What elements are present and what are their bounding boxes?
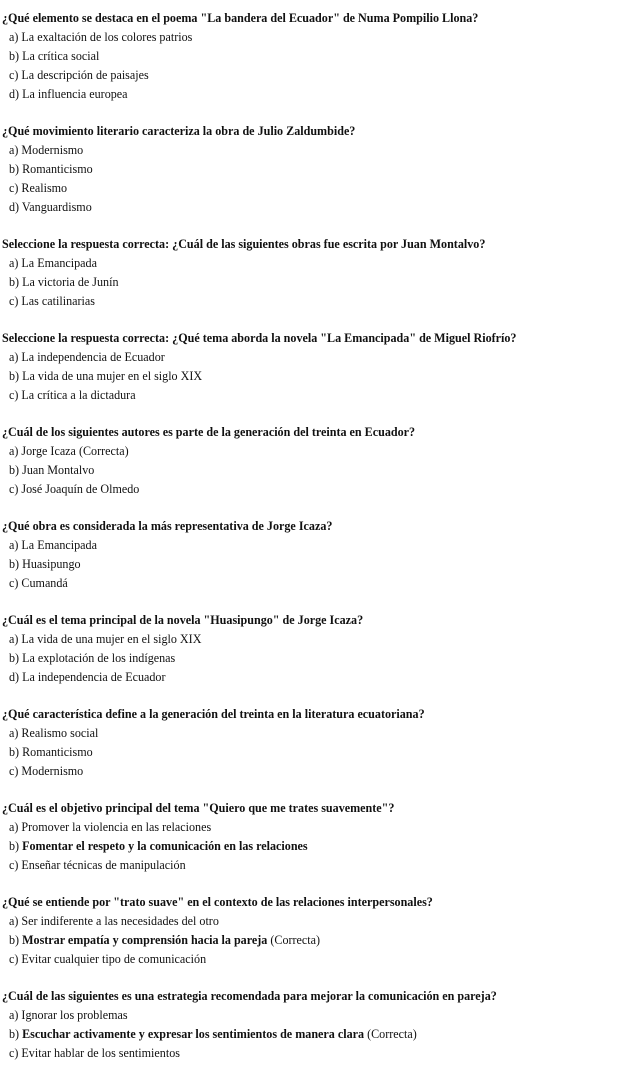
- answer-option: [2, 762, 624, 781]
- option-text: La vida de una mujer en el siglo XIX: [22, 369, 203, 383]
- answer-option: [2, 931, 624, 950]
- option-text: Romanticismo: [22, 745, 93, 759]
- answer-option: [2, 198, 624, 217]
- answer-option: [2, 555, 624, 574]
- answer-option: [2, 480, 624, 499]
- option-text: Fomentar el respeto y la comunicación en las relaciones: [22, 839, 308, 853]
- answer-option: [2, 649, 624, 668]
- option-letter: b): [9, 463, 23, 477]
- option-text: La victoria de Junín: [22, 275, 119, 289]
- answer-option: [2, 367, 624, 386]
- question-block: [2, 122, 624, 217]
- question-text: ¿Qué obra es considerada la más representativa de Jorge Icaza?: [2, 519, 333, 533]
- question-text: ¿Cuál es el objetivo principal del tema "Quiero que me trates suavemente"?: [2, 801, 395, 815]
- option-letter: b): [9, 745, 23, 759]
- answer-option: [2, 724, 624, 743]
- option-letter: b): [9, 933, 23, 947]
- option-text: La exaltación de los colores patrios: [21, 30, 193, 44]
- answer-option: [2, 912, 624, 931]
- option-letter: c): [9, 68, 22, 82]
- option-text: La Emancipada: [21, 538, 97, 552]
- option-text: Cumandá: [21, 576, 68, 590]
- option-letter: c): [9, 1046, 22, 1060]
- option-text: Romanticismo: [22, 162, 93, 176]
- option-letter: c): [9, 576, 22, 590]
- option-text: La independencia de Ecuador: [21, 350, 165, 364]
- question-text: Seleccione la respuesta correcta: ¿Cuál de las siguientes obras fue escrita por Juan Montalvo?: [2, 237, 486, 251]
- option-text: Ser indiferente a las necesidades del otro: [21, 914, 219, 928]
- option-letter: a): [9, 538, 22, 552]
- option-letter: c): [9, 952, 22, 966]
- question-text: ¿Qué movimiento literario caracteriza la obra de Julio Zaldumbide?: [2, 124, 356, 138]
- option-text: La Emancipada: [21, 256, 97, 270]
- answer-option: [2, 536, 624, 555]
- answer-option: [2, 950, 624, 969]
- answer-option: [2, 668, 624, 687]
- option-letter: a): [9, 914, 22, 928]
- option-letter: a): [9, 30, 22, 44]
- option-text: Juan Montalvo: [22, 463, 95, 477]
- answer-option: [2, 179, 624, 198]
- option-letter: a): [9, 143, 22, 157]
- option-text: Modernismo: [21, 764, 84, 778]
- option-text: La vida de una mujer en el siglo XIX: [21, 632, 202, 646]
- question-text: ¿Cuál de los siguientes autores es parte de la generación del treinta en Ecuador?: [2, 425, 416, 439]
- answer-option: [2, 160, 624, 179]
- option-letter: b): [9, 557, 23, 571]
- option-text: Evitar hablar de los sentimientos: [21, 1046, 180, 1060]
- question-block: [2, 235, 624, 311]
- option-letter: d): [9, 670, 23, 684]
- answer-option: [2, 1044, 624, 1063]
- option-letter: a): [9, 256, 22, 270]
- answer-option: [2, 743, 624, 762]
- answer-option: [2, 141, 624, 160]
- option-letter: d): [9, 200, 22, 214]
- answer-option: [2, 85, 624, 104]
- question-text: Seleccione la respuesta correcta: ¿Qué tema aborda la novela "La Emancipada" de Miguel Riofrío?: [2, 331, 517, 345]
- option-letter: a): [9, 350, 22, 364]
- answer-option: [2, 461, 624, 480]
- question-block: [2, 799, 624, 875]
- option-letter: a): [9, 726, 22, 740]
- option-text: Las catilinarias: [21, 294, 95, 308]
- option-text: Vanguardismo: [21, 200, 92, 214]
- answer-option: [2, 47, 624, 66]
- answer-option: [2, 66, 624, 85]
- option-letter: a): [9, 820, 22, 834]
- option-letter: a): [9, 1008, 22, 1022]
- option-letter: b): [9, 49, 23, 63]
- option-letter: b): [9, 1027, 23, 1041]
- option-text: Enseñar técnicas de manipulación: [21, 858, 186, 872]
- question-text: ¿Qué elemento se destaca en el poema "La bandera del Ecuador" de Numa Pompilio Llona?: [2, 11, 479, 25]
- option-text: Evitar cualquier tipo de comunicación: [21, 952, 207, 966]
- option-letter: c): [9, 482, 22, 496]
- question-block: [2, 893, 624, 969]
- answer-option: [2, 818, 624, 837]
- option-text: Modernismo: [21, 143, 84, 157]
- answer-option: [2, 1025, 624, 1044]
- option-letter: d): [9, 87, 23, 101]
- question-block: [2, 987, 624, 1063]
- option-text: La crítica a la dictadura: [21, 388, 136, 402]
- option-letter: a): [9, 632, 22, 646]
- option-letter: b): [9, 839, 23, 853]
- question-text: ¿Cuál es el tema principal de la novela "Huasipungo" de Jorge Icaza?: [2, 613, 364, 627]
- option-text: José Joaquín de Olmedo: [21, 482, 140, 496]
- option-letter: c): [9, 764, 22, 778]
- answer-option: [2, 292, 624, 311]
- option-text: Realismo: [21, 181, 68, 195]
- option-text: Jorge Icaza (Correcta): [21, 444, 129, 458]
- question-block: [2, 611, 624, 687]
- question-text: ¿Cuál de las siguientes es una estrategia recomendada para mejorar la comunicación en pareja?: [2, 989, 497, 1003]
- option-text: La influencia europea: [22, 87, 128, 101]
- answer-option: [2, 574, 624, 593]
- question-text: ¿Qué característica define a la generación del treinta en la literatura ecuatoriana?: [2, 707, 425, 721]
- option-text: Huasipungo: [22, 557, 81, 571]
- answer-option: [2, 630, 624, 649]
- option-text: La independencia de Ecuador: [22, 670, 166, 684]
- question-block: [2, 517, 624, 593]
- question-block: [2, 705, 624, 781]
- answer-option: [2, 856, 624, 875]
- option-letter: a): [9, 444, 22, 458]
- option-text: Escuchar activamente y expresar los sentimientos de manera clara: [22, 1027, 365, 1041]
- correct-marker: (Correcta): [364, 1027, 417, 1041]
- option-text: Ignorar los problemas: [21, 1008, 128, 1022]
- option-letter: c): [9, 858, 22, 872]
- option-text: La crítica social: [22, 49, 100, 63]
- option-letter: b): [9, 162, 23, 176]
- option-text: La explotación de los indígenas: [22, 651, 176, 665]
- option-letter: b): [9, 369, 23, 383]
- question-block: [2, 329, 624, 405]
- correct-marker: (Correcta): [267, 933, 321, 947]
- answer-option: [2, 386, 624, 405]
- option-letter: c): [9, 181, 22, 195]
- answer-option: [2, 1006, 624, 1025]
- answer-option: [2, 442, 624, 461]
- option-letter: b): [9, 651, 23, 665]
- answer-option: [2, 28, 624, 47]
- option-text: La descripción de paisajes: [21, 68, 149, 82]
- option-text: Mostrar empatía y comprensión hacia la pareja: [22, 933, 268, 947]
- option-letter: c): [9, 294, 22, 308]
- answer-option: [2, 837, 624, 856]
- answer-option: [2, 254, 624, 273]
- option-text: Realismo social: [21, 726, 99, 740]
- question-text: ¿Qué se entiende por "trato suave" en el contexto de las relaciones interpersonales?: [2, 895, 433, 909]
- question-block: [2, 9, 624, 104]
- option-letter: c): [9, 388, 22, 402]
- answer-option: [2, 273, 624, 292]
- option-letter: b): [9, 275, 23, 289]
- question-block: [2, 423, 624, 499]
- option-text: Promover la violencia en las relaciones: [21, 820, 212, 834]
- answer-option: [2, 348, 624, 367]
